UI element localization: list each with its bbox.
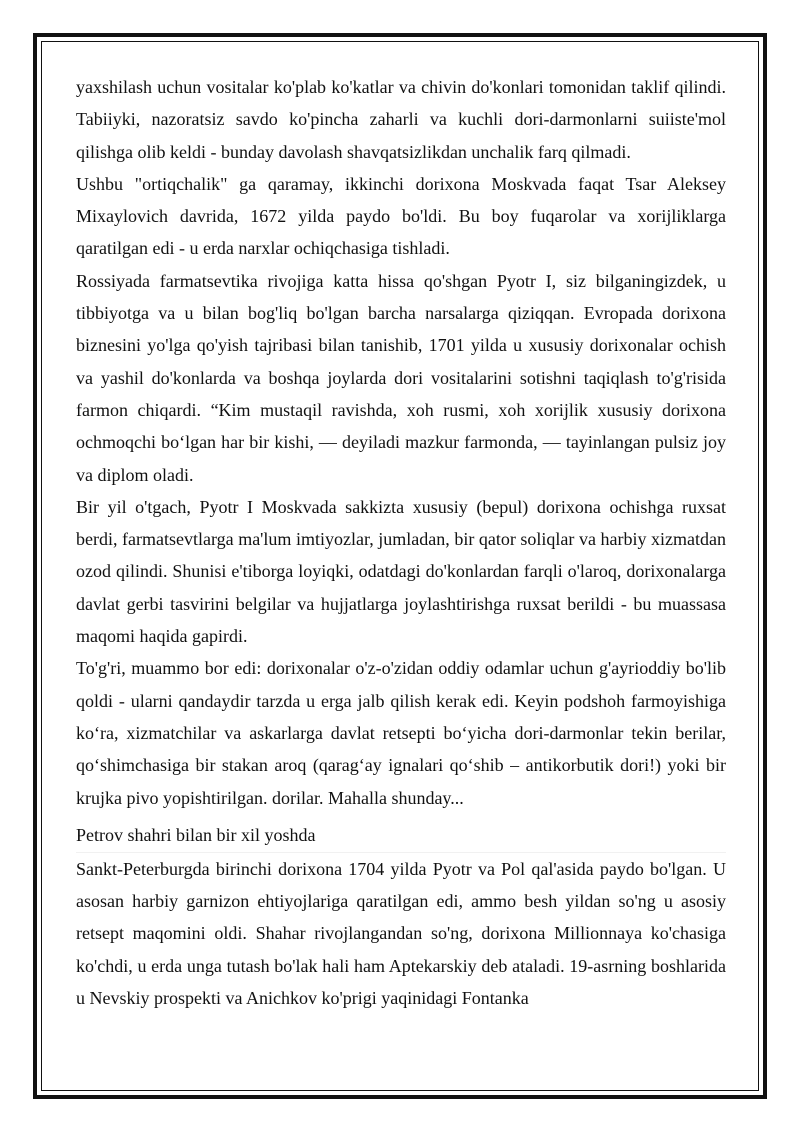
paragraph-5: To'g'ri, muammo bor edi: dorixonalar o'z-o'zidan oddiy odamlar uchun g'ayrioddiy bo'lib qoldi - ularni qandaydir tarzda u erga jalb qilish kerak edi. Keyin podshoh farmoyishiga ko‘ra, xizmatchilar va askarlarga davlat retsepti bo‘yicha dori-darmonlar tekin berilar, qo‘shimchasiga bir stakan aroq (qarag‘ay ignalari qo‘shib – antikorbutik dori!) yoki bir krujka pivo yopishtirilgan. dorilar. Mahalla shunday... bbox=[76, 658, 726, 808]
document-body bbox=[76, 71, 726, 1014]
section-subheading: Petrov shahri bilan bir xil yoshda bbox=[76, 820, 726, 853]
paragraph-4: Bir yil o'tgach, Pyotr I Moskvada sakkizta xususiy (bepul) dorixona ochishga ruxsat berdi, farmatsevtlarga ma'lum imtiyozlar, jumladan, bir qator soliqlar va harbiy xizmatdan ozod qilindi. Shunisi e'tiborga loyiqki, odatdagi do'konlardan farqli o'laroq, dorixonalarga davlat gerbi tasvirini belgilar va hujjatlarga joylashtirishga ruxsat berildi - bu muassasa maqomi haqida gapirdi. bbox=[76, 496, 726, 647]
paragraph-1: yaxshilash uchun vositalar ko'plab ko'katlar va chivin do'konlari tomonidan taklif qilindi. Tabiiyki, nazoratsiz savdo ko'pincha zaharli va kuchli dori-darmonlarni suiiste'mol qilishga olib keldi - bunday davolash shavqatsizlikdan unchalik farq qilmadi. bbox=[76, 77, 726, 162]
paragraph-3: Rossiyada farmatsevtika rivojiga katta hissa qo'shgan Pyotr I, siz bilganingizdek, u tibbiyotga va u bilan bog'liq bo'lgan barcha narsalarga qiziqqan. Evropada dorixona biznesini yo'lga qo'yish tajribasi bilan tanishib, 1701 yilda u xususiy dorixonalar ochish va yashil do'konlarda va boshqa joylarda dori vositalarini sotishni taqiqlash to'g'risida farmon chiqardi. “Kim mustaqil ravishda, xoh rusmi, xoh xorijlik xususiy dorixona ochmoqchi bo‘lgan har bir kishi, — deyiladi mazkur farmonda, — tayinlangan pulsiz joy va diplom oladi. bbox=[76, 270, 726, 485]
paragraph-2: Ushbu "ortiqchalik" ga qaramay, ikkinchi dorixona Moskvada faqat Tsar Aleksey Mixaylovich davrida, 1672 yilda paydo bo'ldi. Bu boy fuqarolar va xorijliklarga qaratilgan edi - u erda narxlar ochiqchasiga tishladi. bbox=[76, 173, 726, 259]
paragraph-6: Sankt-Peterburgda birinchi dorixona 1704 yilda Pyotr va Pol qal'asida paydo bo'lgan. U asosan harbiy garnizon ehtiyojlariga qaratilgan edi, ammo besh yildan so'ng u asosiy retsept maqomini oldi. Shahar rivojlangandan so'ng, dorixona Millionnaya ko'chasiga ko'chdi, u erda unga tutash bo'lak hali ham Aptekarskiy deb ataladi. 19-asrning boshlarida u Nevskiy prospekti va Anichkov ko'prigi yaqinidagi Fontanka bbox=[76, 858, 726, 1009]
